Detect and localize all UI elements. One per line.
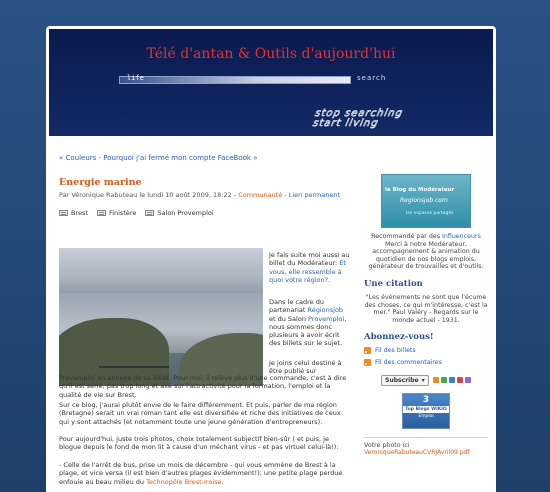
- rss-reader-icon[interactable]: [433, 377, 439, 383]
- post-paragraph: [269, 298, 351, 348]
- byline-author-date: Par Véronique Rabuteau le lundi 10 août 2009, 18:22 -: [59, 191, 239, 199]
- search-label: search: [357, 74, 387, 82]
- provemploi-link[interactable]: Provemploi: [308, 314, 345, 323]
- p7-text: - Celle de l'arrêt de bus, prise un mois de décembre - qui vous emmène de Brest à la plage, et vice versa (il est bien d'autres plages évidemment!); une petite plage perdue enfouie au beau milieu du: [59, 461, 343, 486]
- google-reader-icon[interactable]: [449, 377, 455, 383]
- moderator-blog-badge[interactable]: [381, 174, 471, 228]
- top-blogs-rank: 3: [422, 395, 430, 406]
- subscribe-label: Subscribe: [385, 377, 419, 385]
- yahoo-icon[interactable]: [457, 377, 463, 383]
- top-blogs-label: Top Blogs WIKIO: [403, 406, 449, 413]
- dropdown-arrow-icon: ▾: [421, 377, 425, 385]
- post-paragraph: Je joins celui destiné à être publié sur: [269, 359, 342, 376]
- bloglines-icon[interactable]: [465, 377, 471, 383]
- badge-brand: Regionsjob.com: [400, 197, 448, 204]
- post-paragraph: Sur ce blog, j'aurai plutôt envie de le faire différemment. Et puis, parler de ma région (Bretagne) serait un vrai roman tant elle est diversifiée et riche des initiatives de ceux qui y sont attachés (et notamment toute une jeune génération d'entrepreneurs).: [59, 401, 341, 426]
- influenceurs-link[interactable]: Influenceurs: [442, 233, 481, 240]
- subscribe-row: [364, 375, 488, 386]
- netvibes-icon[interactable]: [441, 377, 447, 383]
- tag-label: Brest: [71, 209, 88, 217]
- main-content: [59, 154, 351, 486]
- post-title[interactable]: Energie marine: [59, 177, 142, 188]
- post-paragraph: [269, 251, 351, 284]
- byline-separator: -: [282, 191, 289, 199]
- top-blogs-wikio-badge[interactable]: [402, 393, 450, 429]
- post-paragraph: Pour aujourd'hui, juste trois photos, choix totalement subjectif bien-sûr ( et puis, je blogue depuis le fond de mon lit à cause d'un méchant virus - et pas virtuel celui-là!):: [59, 435, 339, 452]
- badge-title: le Blog du Modérateur: [385, 187, 455, 193]
- tag-finistere[interactable]: [97, 209, 136, 217]
- citation-text: "Les évènements ne sont que l'écume des choses, ce qui m'intéresse, c'est la mer." Paul Valéry - Regards sur le monde actuel - 1931.: [364, 293, 488, 324]
- tag-icon: [97, 210, 106, 216]
- p1-end: .: [328, 275, 331, 284]
- blog-title[interactable]: Télé d'antan & Outils d'aujourd'hui: [146, 46, 396, 62]
- tag-brest[interactable]: [59, 209, 88, 217]
- citation-heading: Une citation: [364, 278, 423, 289]
- post-paragraph: [59, 461, 351, 486]
- post-photo[interactable]: [59, 248, 263, 386]
- region-link[interactable]: Et vous, elle ressemble à quoi votre région?: [269, 259, 346, 284]
- permalink-link[interactable]: Lien permanent: [288, 191, 341, 199]
- badge-sub: les espaces partagés: [406, 211, 454, 216]
- photo-bridge: [99, 366, 169, 368]
- page: [46, 26, 496, 492]
- sidebar-divider: [364, 437, 488, 438]
- photo-label: Votre photo ici: [364, 442, 410, 450]
- feed-comments-link[interactable]: [364, 359, 488, 366]
- p7-end: .: [221, 477, 224, 486]
- rec-text: Merci à notre Modérateur, accompagnement & animation du quotidien de nos blogs emplois, générateur de trouvailles et d'outils.: [368, 240, 484, 271]
- tag-label: Salon Provemploi: [157, 209, 214, 217]
- prev-next-nav[interactable]: « Couleurs - Pourquoi j'ai fermé mon compte FaceBook »: [59, 154, 258, 162]
- regionsjob-link[interactable]: Régionsjob: [307, 306, 344, 315]
- top-blogs-category: Emploi: [418, 414, 434, 420]
- tagline-line-2: start living: [311, 118, 380, 129]
- recommendation-text: [364, 233, 488, 271]
- tag-salon-provemploi[interactable]: [145, 209, 213, 217]
- rss-icon: [364, 359, 371, 366]
- header-tagline: [312, 109, 404, 129]
- subscribe-heading: Abonnez-vous!: [364, 332, 434, 343]
- tag-icon: [145, 210, 154, 216]
- feed-reader-icons[interactable]: [433, 377, 471, 383]
- rss-icon: [364, 347, 371, 354]
- p1-text: Je fais suite moi aussi au billet du Modérateur:: [269, 251, 350, 268]
- cv-pdf-link[interactable]: VeroniqueRabuteauCVRJAvril09.pdf: [364, 449, 470, 457]
- life-label: life: [127, 74, 144, 82]
- sidebar: [364, 174, 488, 456]
- post-paragraph: Provemploi en annexe de ce billet. Pour moi, il relève plus d'une commande, c'est à dire qu'il est sérié, pas trop long et axé sur l'attractivité pour la formation, l'emploi et la qualité de vie sur Brest.: [59, 374, 347, 399]
- tag-label: Finistère: [108, 209, 137, 217]
- p2-text-c: , nous sommes donc plusieurs à avoir écrit des billets sur le sujet.: [269, 314, 347, 348]
- p2-text-b: et du Salon: [269, 314, 309, 323]
- category-link[interactable]: Communauté: [238, 191, 283, 199]
- p2-text-a: Dans le cadre du partenariat: [269, 298, 324, 315]
- rec-prefix: Recommandé par des: [371, 233, 442, 240]
- post-byline: [59, 191, 351, 199]
- feed-posts-label: Fil des billets: [375, 347, 416, 355]
- feed-comments-label: Fil des commentaires: [375, 359, 442, 367]
- life-search-bar: [119, 76, 351, 84]
- technopole-link[interactable]: Technopôle Brest-Iroise: [146, 477, 222, 486]
- tag-icon: [59, 210, 68, 216]
- tagline-line-1: stop searching: [314, 108, 405, 119]
- subscribe-button[interactable]: [381, 375, 428, 386]
- post-tags: [59, 209, 351, 217]
- blog-header: [49, 29, 493, 136]
- feed-posts-link[interactable]: [364, 347, 488, 354]
